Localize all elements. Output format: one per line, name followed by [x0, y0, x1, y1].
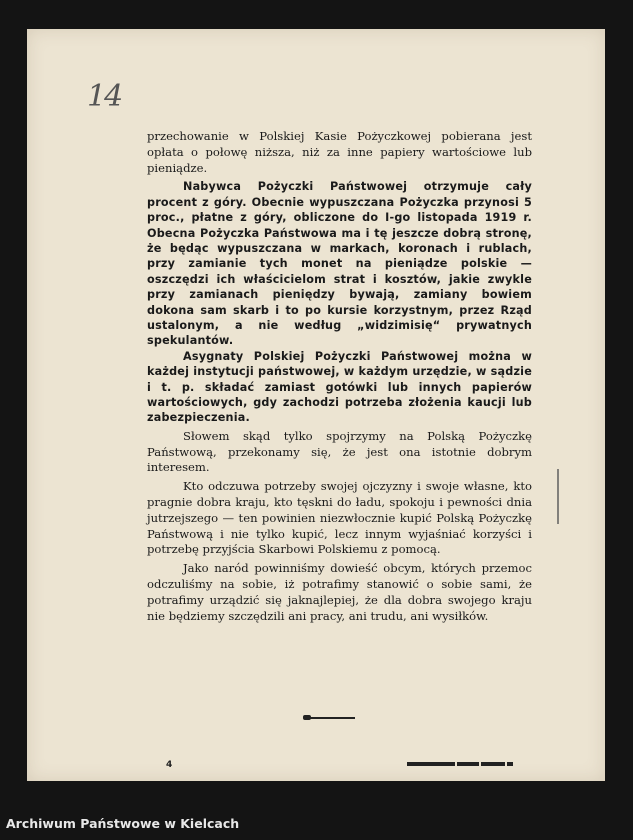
- paragraph-nation: Jako naród powinniśmy dowieść obcym, których przemoc odczuliśmy na sobie, iż potrafimy stanowić o sobie sami, że potrafimy urządzić się jaknajlepiej, że dla dobra swojego kraju nie będziemy szczędzili ani pracy, ani trudu, ani wysiłków.: [147, 561, 532, 623]
- paragraph-interest: Nabywca Pożyczki Państwowej otrzymuje cały procent z góry. Obecnie wypuszczana Pożyczka przynosi 5 proc., płatne z góry, obliczone do I-go listopada 1919 r. Obecna Pożyczka Państwowa ma i tę jeszcze dobrą stronę, że będąc wypuszczana w markach, koronach i rublach, przy zamianie tych monet na pieniądze polskie — oszczędzi ich właścicielom strat i kosztów, jakie zwykle przy zamianach pieniędzy bywają, zamiany bowiem dokona sam skarb i to po kursie korzystnym, przez Rząd ustalonym, a nie według „widzimisię“ prywatnych spekulantów.: [147, 180, 532, 348]
- paragraph-good-interest: Słowem skąd tylko spojrzymy na Polską Pożyczkę Państwową, przekonamy się, że jest ona istotnie dobrym interesem.: [147, 428, 532, 475]
- paper-edge-mark: [557, 469, 559, 524]
- document-body: [147, 129, 532, 624]
- ornamental-divider: [305, 717, 355, 719]
- document-page: [27, 29, 605, 781]
- paragraph-assignats: Asygnaty Polskiej Pożyczki Państwowej można w każdej instytucji państwowej, w każdym urzędzie, w sądzie i t. p. składać zamiast gotówki lub innych papierów wartościowych, gdy zachodzi potrzeba złożenia kaucji lub zabezpieczenia.: [147, 349, 532, 425]
- archive-label: Archiwum Państwowe w Kielcach: [6, 816, 240, 831]
- printer-mark: [407, 761, 522, 767]
- footer-page-number: 4: [166, 760, 173, 770]
- paragraph-call-to-buy: Kto odczuwa potrzeby swojej ojczyzny i swoje własne, kto pragnie dobra kraju, kto tęskni do ładu, spokoju i pewności dnia jutrzejszego — ten powinien niezwłocznie kupić Polską Pożyczkę Państwową i nie tylko kupić, lecz innym wyjaśniać korzyści i potrzebę przyjścia Skarbowi Polskiemu z pomocą.: [147, 479, 532, 557]
- handwritten-page-number: 14: [87, 79, 122, 114]
- paragraph-storage-fee: przechowanie w Polskiej Kasie Pożyczkowej pobierana jest opłata o połowę niższa, niż za inne papiery wartościowe lub pieniądze.: [147, 129, 532, 175]
